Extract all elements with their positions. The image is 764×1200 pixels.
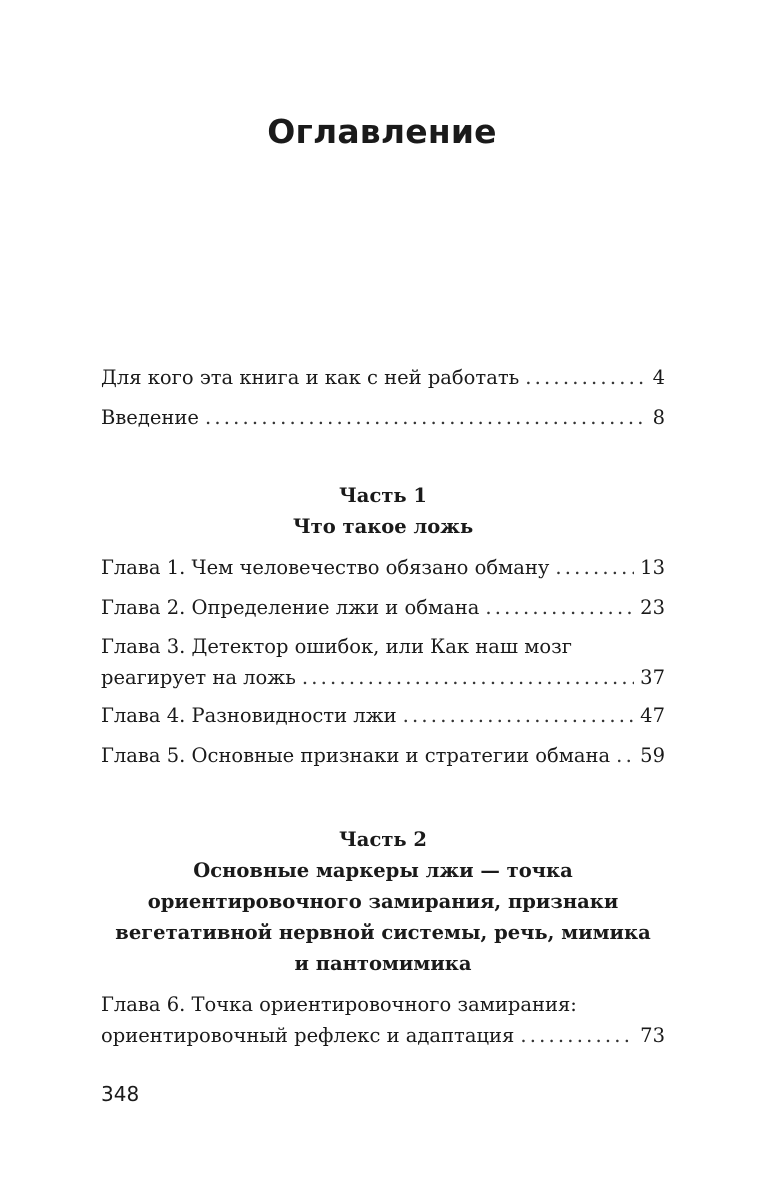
toc-entry[interactable] (101, 361, 665, 395)
toc-entry[interactable] (101, 401, 665, 435)
toc-part-1-chapters (101, 551, 665, 773)
toc-entry[interactable] (101, 631, 665, 693)
toc-entry-page: 47 (640, 704, 665, 727)
part-title-line: вегетативной нервной системы, речь, мимика (115, 921, 651, 944)
dot-leader (616, 739, 634, 773)
toc-entry-title: ориентировочный рефлекс и адаптация (101, 1024, 515, 1047)
dot-leader (555, 551, 634, 585)
toc-entry[interactable] (101, 699, 665, 733)
toc-entry-page: 4 (652, 366, 665, 389)
dot-leader (205, 401, 647, 435)
part-title-line: и пантомимика (294, 952, 472, 975)
toc-entry-title: Глава 1. Чем человечество обязано обману (101, 556, 550, 579)
dot-leader (525, 361, 646, 395)
toc-entry[interactable] (101, 739, 665, 773)
toc-entry-page: 23 (640, 596, 665, 619)
toc-entry-title: Введение (101, 406, 199, 429)
toc-intro (101, 361, 665, 435)
dot-leader (485, 591, 634, 625)
dot-leader (520, 1020, 634, 1051)
toc-entry-title: Глава 4. Разновидности лжи (101, 704, 397, 727)
part-title-line: Основные маркеры лжи — точка (193, 859, 573, 882)
page-number: 348 (101, 1082, 140, 1106)
toc-entry-page: 13 (640, 556, 665, 579)
part-label: Часть 1 (339, 484, 427, 507)
toc-entry-title-line: Глава 3. Детектор ошибок, или Как наш мозг (101, 635, 572, 658)
part-title-line: ориентировочного замирания, признаки (147, 890, 619, 913)
toc-entry-page: 59 (640, 744, 665, 767)
toc-entry[interactable] (101, 591, 665, 625)
toc-entry-title-line: Глава 6. Точка ориентировочного замирания: (101, 993, 577, 1016)
toc-entry-title: Для кого эта книга и как с ней работать (101, 366, 520, 389)
toc-entry-title: Глава 5. Основные признаки и стратегии обмана (101, 744, 611, 767)
toc-entry[interactable] (101, 989, 665, 1051)
page-title: Оглавление (267, 112, 497, 151)
toc-part-2-chapters (101, 989, 665, 1051)
toc-part-1 (101, 480, 665, 542)
toc-entry-title: Глава 2. Определение лжи и обмана (101, 596, 480, 619)
toc-entry-page: 37 (640, 666, 665, 689)
dot-leader (302, 662, 634, 693)
toc-part-2 (101, 824, 665, 979)
dot-leader (403, 699, 635, 733)
toc-entry[interactable] (101, 551, 665, 585)
part-title: Что такое ложь (292, 515, 474, 538)
toc-entry-page: 73 (640, 1024, 665, 1047)
toc-entry-title: реагирует на ложь (101, 666, 296, 689)
toc-entry-page: 8 (652, 406, 665, 429)
part-label: Часть 2 (339, 828, 427, 851)
